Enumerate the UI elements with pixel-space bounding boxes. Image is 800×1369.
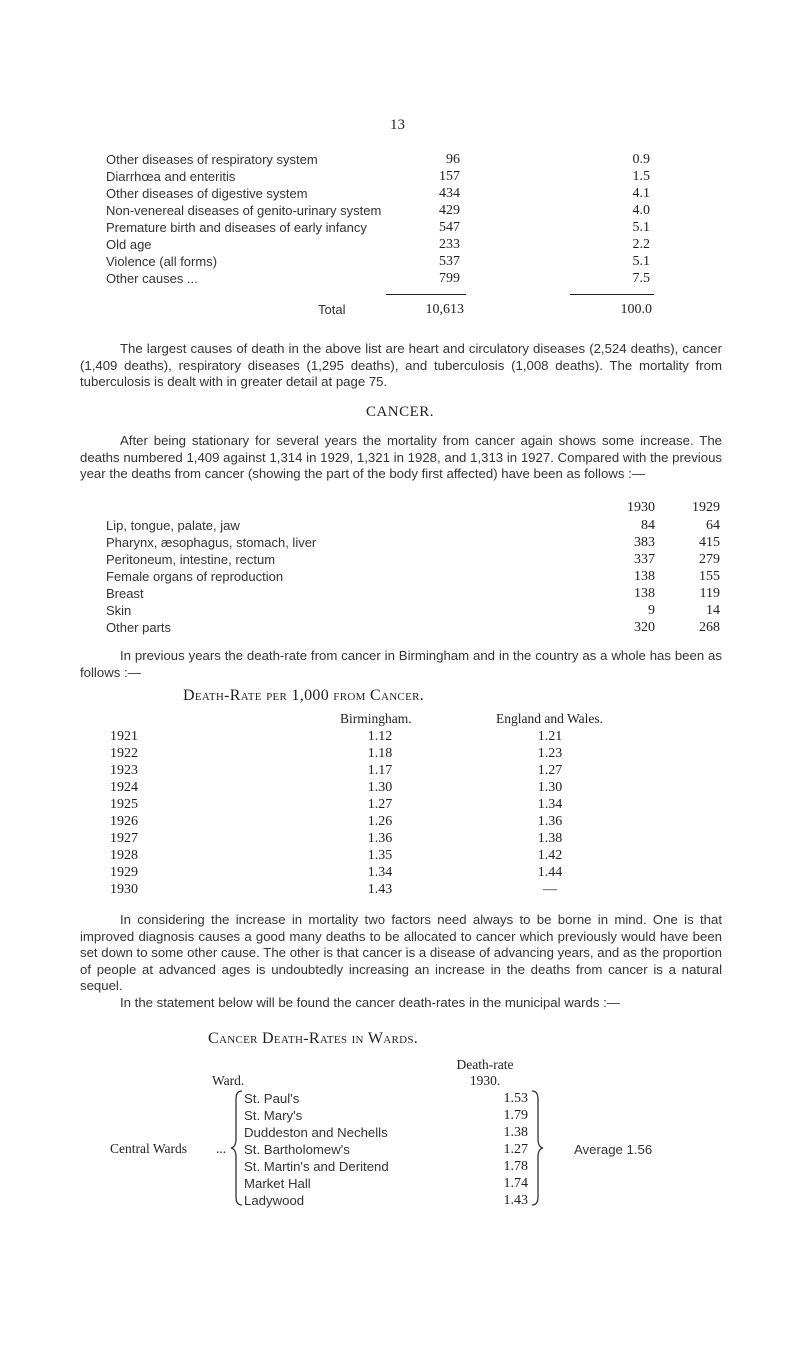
page-number: 13 xyxy=(390,117,405,133)
site-1929: 268 xyxy=(699,620,720,635)
rate-year: 1923 xyxy=(110,763,138,778)
cause-label: Non-venereal diseases of genito-urinary system xyxy=(106,203,382,218)
cause-pct: 2.2 xyxy=(632,237,650,252)
col-england-header: England and Wales. xyxy=(496,711,604,726)
site-1930: 337 xyxy=(634,552,655,567)
cause-label: Other causes ... xyxy=(106,271,198,286)
ward-name: Market Hall xyxy=(244,1176,311,1191)
rate-year: 1928 xyxy=(110,848,138,863)
cancer-heading: CANCER. xyxy=(365,404,435,420)
ward-rate: 1.74 xyxy=(503,1176,528,1191)
ward-name: Ladywood xyxy=(244,1193,305,1208)
rate-birmingham: 1.35 xyxy=(367,848,393,863)
site-label: Skin xyxy=(106,603,132,618)
col-ward-header: Ward. xyxy=(212,1073,245,1088)
wards-table-title: Cancer Death-Rates in Wards. xyxy=(208,1030,419,1047)
cause-deaths: 547 xyxy=(439,220,460,235)
cause-deaths: 434 xyxy=(439,186,460,201)
site-1930: 84 xyxy=(641,518,655,533)
rate-england: 1.44 xyxy=(537,865,563,880)
cause-label: Old age xyxy=(106,237,152,252)
rate-birmingham: 1.36 xyxy=(367,831,393,846)
col-birmingham-header: Birmingham. xyxy=(340,711,412,726)
cause-deaths: 537 xyxy=(439,254,460,269)
rate-birmingham: 1.18 xyxy=(367,746,393,761)
cause-label: Premature birth and diseases of early infancy xyxy=(106,220,367,235)
cause-label: Other diseases of respiratory system xyxy=(106,152,318,167)
ward-rate: 1.78 xyxy=(503,1159,528,1174)
ward-name: Duddeston and Nechells xyxy=(244,1125,388,1140)
site-1930: 138 xyxy=(634,586,655,601)
rate-year: 1922 xyxy=(110,746,138,761)
site-label: Other parts xyxy=(106,620,172,635)
total-pct: 100.0 xyxy=(620,302,652,317)
rate-england: 1.34 xyxy=(537,797,563,812)
col-1929-header: 1929 xyxy=(692,500,720,515)
site-1930: 320 xyxy=(634,620,655,635)
site-1930: 138 xyxy=(634,569,655,584)
rate-year: 1929 xyxy=(110,865,138,880)
paragraph-ward-statement: In the statement below will be found the cancer death-rates in the municipal wards :— xyxy=(120,995,620,1010)
ward-name: St. Mary's xyxy=(244,1108,303,1123)
central-wards-label: Central Wards xyxy=(110,1141,188,1156)
cause-deaths: 429 xyxy=(439,203,460,218)
rate-year: 1926 xyxy=(110,814,138,829)
rate-england: 1.30 xyxy=(537,780,563,795)
rate-england: — xyxy=(543,882,557,897)
total-rule-deaths xyxy=(386,294,466,295)
cause-pct: 4.1 xyxy=(632,186,650,201)
ward-rate: 1.43 xyxy=(503,1193,528,1208)
site-label: Female organs of reproduction xyxy=(106,569,284,584)
site-1929: 119 xyxy=(699,586,720,601)
cause-deaths: 233 xyxy=(439,237,460,252)
cause-deaths: 799 xyxy=(439,271,460,286)
rate-year: 1924 xyxy=(110,780,138,795)
rate-birmingham: 1.43 xyxy=(367,882,393,897)
cause-label: Violence (all forms) xyxy=(106,254,218,269)
site-1929: 14 xyxy=(706,603,720,618)
site-label: Lip, tongue, palate, jaw xyxy=(106,518,240,533)
ward-rate: 1.38 xyxy=(503,1125,528,1140)
site-label: Pharynx, æsophagus, stomach, liver xyxy=(106,535,317,550)
paragraph-considering-increase: In considering the increase in mortality two factors need always to be borne in mind. One is that improved diagnosis causes a good many deaths to be allocated to cancer which previously would have been set down to some other cause. The other is that cancer is a disease of advancing years, and as the proportion of people at advanced ages is undoubtedly increasing an increase in the deaths from cancer is a natural sequel. xyxy=(80,912,722,993)
rate-birmingham: 1.34 xyxy=(367,865,393,880)
col-year-header: 1930. xyxy=(469,1073,501,1088)
rate-year: 1921 xyxy=(110,729,138,744)
site-1929: 279 xyxy=(699,552,720,567)
ward-rate: 1.53 xyxy=(503,1091,528,1106)
cause-deaths: 96 xyxy=(446,152,460,167)
cause-pct: 7.5 xyxy=(632,271,650,286)
col-1930-header: 1930 xyxy=(627,500,655,515)
ward-name: St. Paul's xyxy=(244,1091,300,1106)
rate-england: 1.36 xyxy=(537,814,563,829)
death-rate-title: Death-Rate per 1,000 from Cancer. xyxy=(183,687,425,704)
paragraph-cancer-increase: After being stationary for several years the mortality from cancer again shows some increase. The deaths numbered 1,409 against 1,314 in 1929, 1,321 in 1928, and 1,313 in 1927. Compared with the previous year the deaths from cancer (showing the part of the body first affected) have been as follows :— xyxy=(80,433,722,481)
cause-pct: 4.0 xyxy=(632,203,650,218)
rate-england: 1.27 xyxy=(537,763,563,778)
paragraph-previous-years: In previous years the death-rate from cancer in Birmingham and in the country as a whole has been as follows :— xyxy=(80,648,722,680)
right-brace-icon xyxy=(530,1089,544,1207)
total-label: Total xyxy=(318,302,346,317)
total-deaths: 10,613 xyxy=(425,302,464,317)
rate-england: 1.38 xyxy=(537,831,563,846)
paragraph-largest-causes: The largest causes of death in the above list are heart and circulatory diseases (2,524 deaths), cancer (1,409 deaths), respiratory diseases (1,295 deaths), and tuberculosis (1,008 deaths). The mortality from tuberculosis is dealt with in greater detail at page 75. xyxy=(80,341,722,389)
rate-year: 1927 xyxy=(110,831,138,846)
rate-birmingham: 1.27 xyxy=(367,797,393,812)
cause-pct: 0.9 xyxy=(632,152,650,167)
cause-label: Other diseases of digestive system xyxy=(106,186,308,201)
site-label: Breast xyxy=(106,586,144,601)
site-1929: 415 xyxy=(699,535,720,550)
cause-deaths: 157 xyxy=(439,169,460,184)
site-label: Peritoneum, intestine, rectum xyxy=(106,552,276,567)
total-rule-pct xyxy=(570,294,654,295)
rate-birmingham: 1.30 xyxy=(367,780,393,795)
rate-year: 1930 xyxy=(110,882,138,897)
rate-england: 1.23 xyxy=(537,746,563,761)
left-brace-icon xyxy=(230,1089,244,1207)
col-death-rate-header: Death-rate xyxy=(456,1057,514,1072)
average-label: Average 1.56 xyxy=(574,1142,653,1157)
site-1929: 64 xyxy=(706,518,720,533)
rate-england: 1.21 xyxy=(537,729,563,744)
site-1930: 383 xyxy=(634,535,655,550)
rate-birmingham: 1.12 xyxy=(367,729,393,744)
cause-label: Diarrhœa and enteritis xyxy=(106,169,236,184)
site-1929: 155 xyxy=(699,569,720,584)
rate-year: 1925 xyxy=(110,797,138,812)
cause-pct: 5.1 xyxy=(632,220,650,235)
ward-rate: 1.79 xyxy=(503,1108,528,1123)
cause-pct: 1.5 xyxy=(632,169,650,184)
rate-birmingham: 1.26 xyxy=(367,814,393,829)
ward-name: St. Bartholomew's xyxy=(244,1142,350,1157)
site-1930: 9 xyxy=(648,603,655,618)
rate-birmingham: 1.17 xyxy=(367,763,393,778)
ward-name: St. Martin's and Deritend xyxy=(244,1159,389,1174)
ward-rate: 1.27 xyxy=(503,1142,528,1157)
leader-dots: ... xyxy=(216,1141,227,1156)
rate-england: 1.42 xyxy=(537,848,563,863)
cause-pct: 5.1 xyxy=(632,254,650,269)
